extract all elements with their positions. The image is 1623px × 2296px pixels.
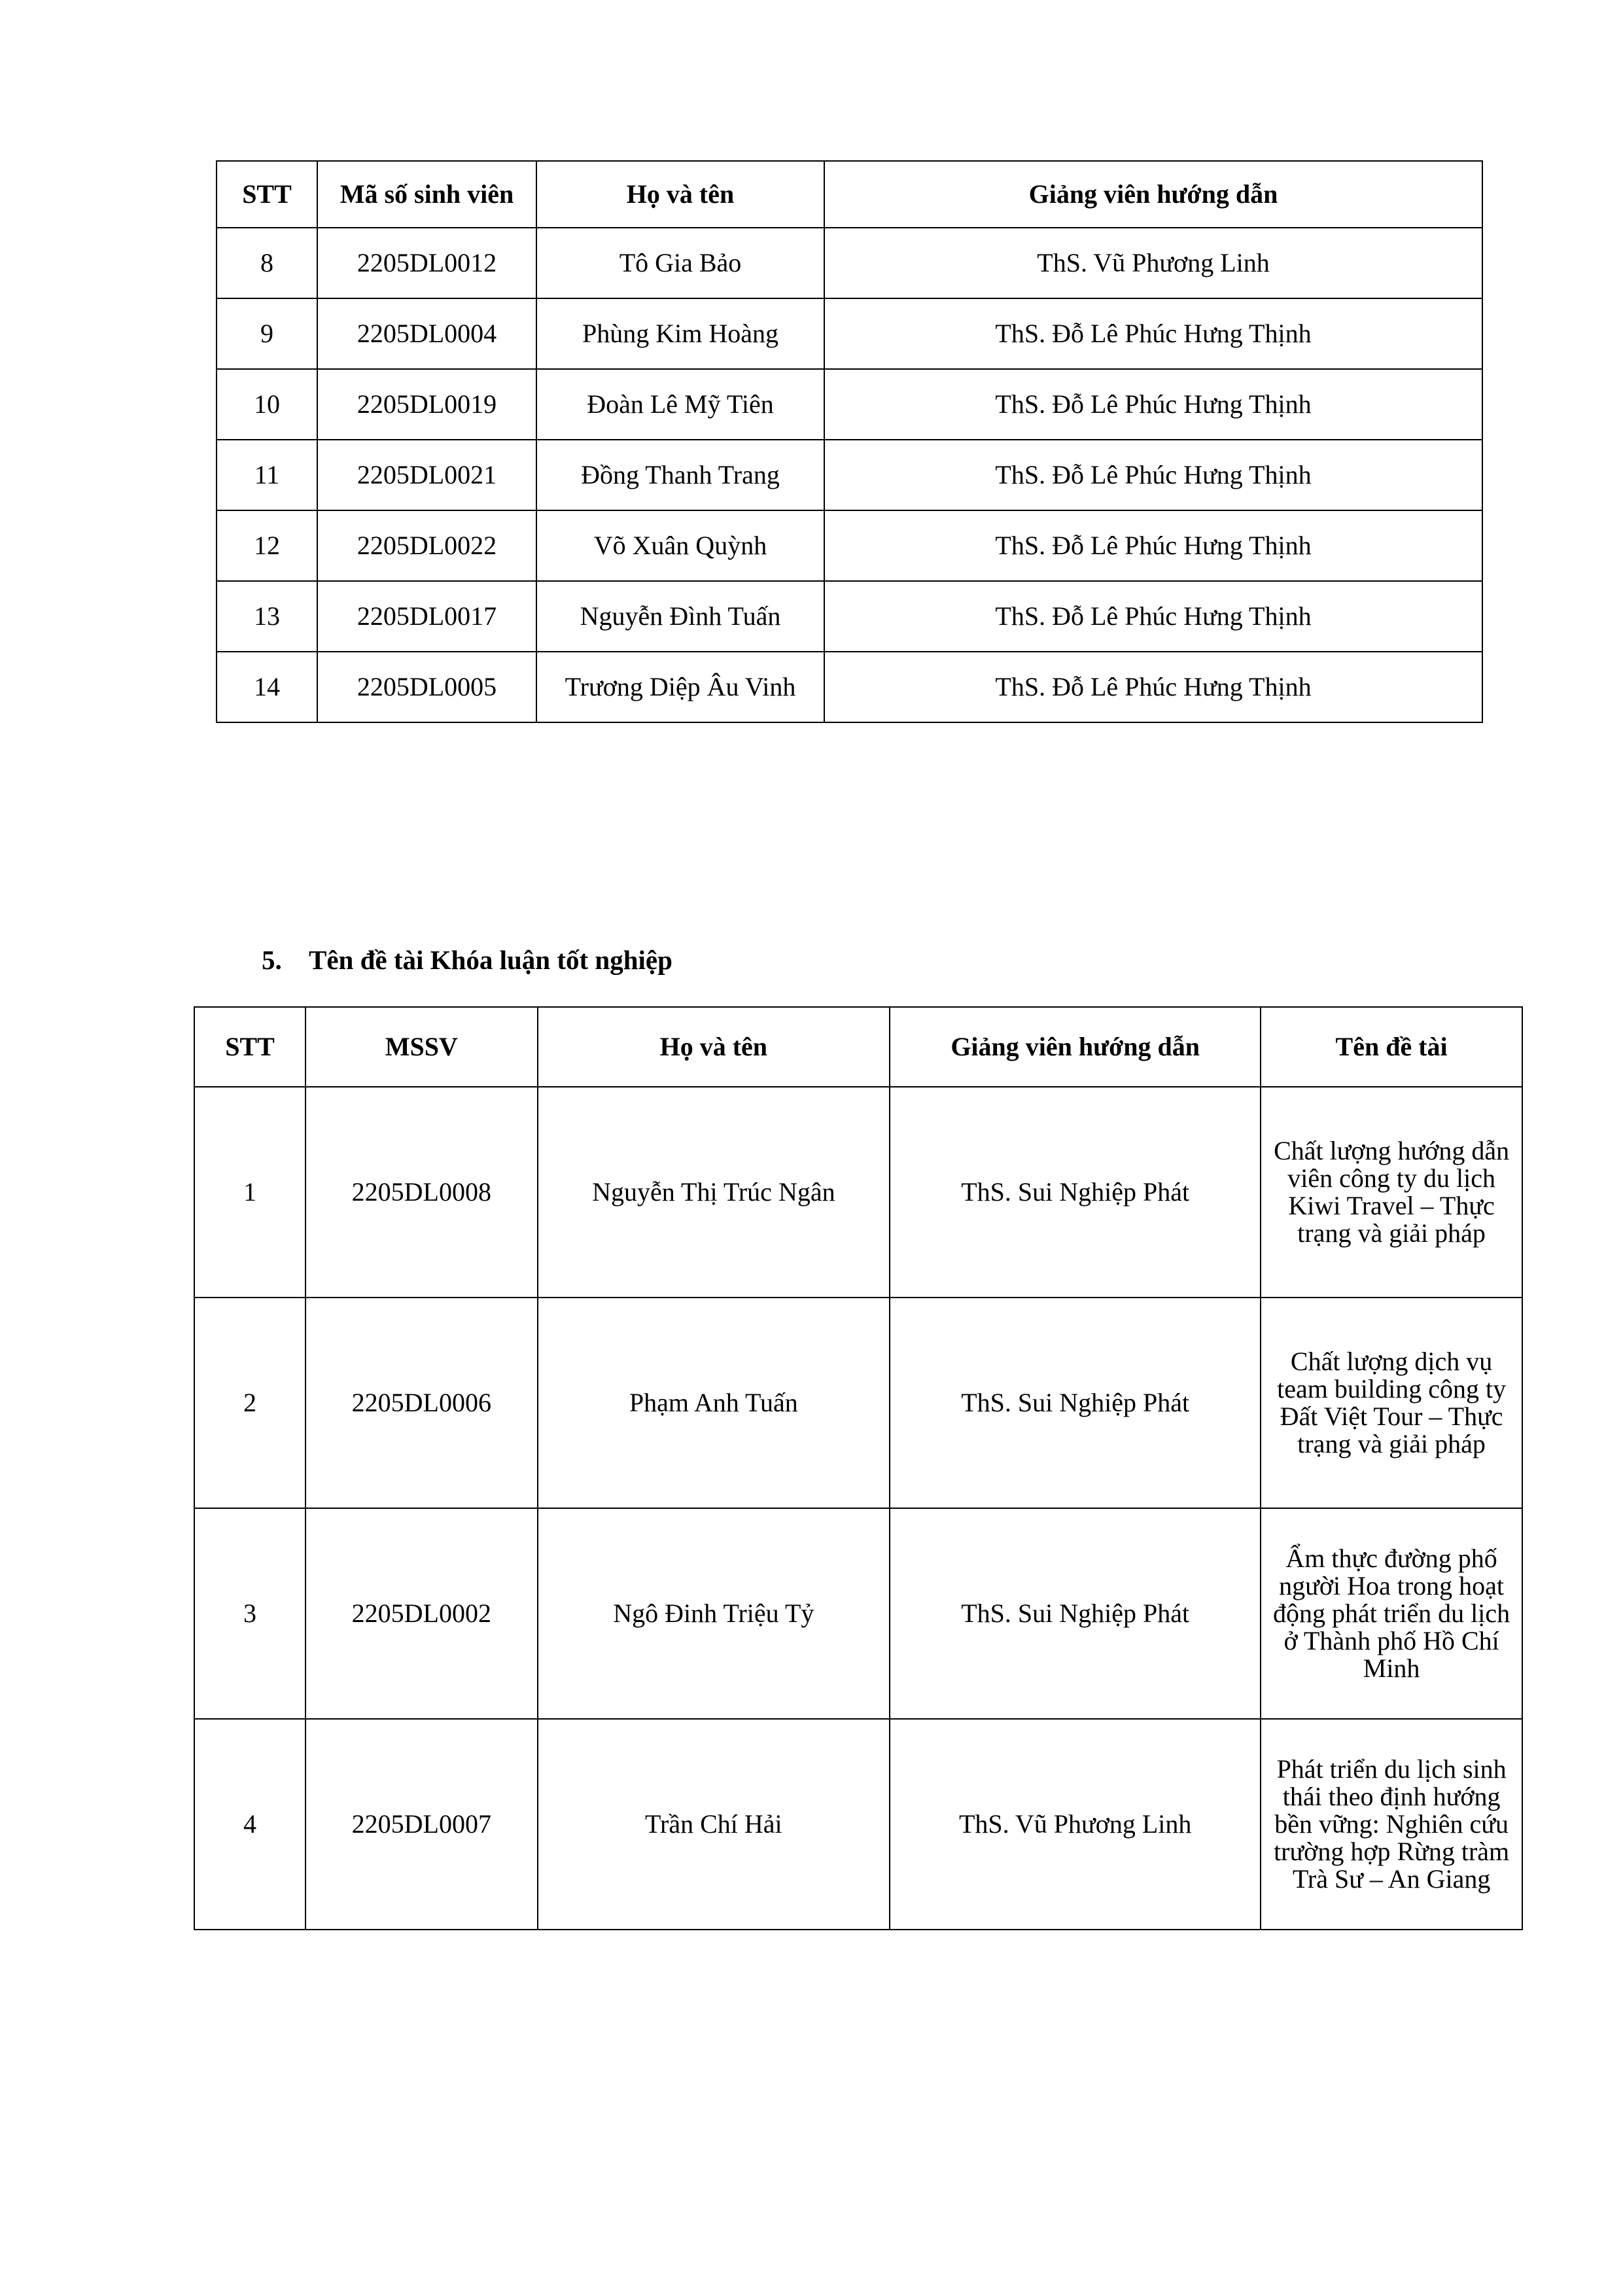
cell-fullname: Nguyễn Thị Trúc Ngân — [538, 1087, 890, 1298]
student-list-table — [216, 160, 1483, 723]
cell-advisor: ThS. Đỗ Lê Phúc Hưng Thịnh — [824, 440, 1482, 510]
cell-stt: 9 — [217, 298, 317, 369]
student-list-table-body — [217, 228, 1482, 722]
cell-advisor: ThS. Sui Nghiệp Phát — [890, 1087, 1261, 1298]
table-row — [217, 652, 1482, 722]
table-row — [217, 369, 1482, 440]
table-row — [217, 298, 1482, 369]
section-number: 5. — [262, 945, 282, 975]
cell-stt: 11 — [217, 440, 317, 510]
cell-fullname: Phạm Anh Tuấn — [538, 1298, 890, 1508]
cell-stt: 12 — [217, 510, 317, 581]
cell-advisor: ThS. Đỗ Lê Phúc Hưng Thịnh — [824, 369, 1482, 440]
cell-fullname: Trương Diệp Âu Vinh — [536, 652, 824, 722]
cell-advisor: ThS. Vũ Phương Linh — [824, 228, 1482, 298]
cell-stt: 2 — [194, 1298, 305, 1508]
cell-mssv: 2205DL0017 — [317, 581, 536, 652]
cell-stt: 8 — [217, 228, 317, 298]
cell-mssv: 2205DL0006 — [305, 1298, 537, 1508]
section-heading — [262, 945, 1308, 975]
cell-fullname: Phùng Kim Hoàng — [536, 298, 824, 369]
cell-mssv: 2205DL0007 — [305, 1719, 537, 1930]
column-header-stt: STT — [194, 1007, 305, 1087]
column-header-mssv: Mã số sinh viên — [317, 161, 536, 228]
cell-stt: 1 — [194, 1087, 305, 1298]
cell-stt: 13 — [217, 581, 317, 652]
cell-stt: 3 — [194, 1508, 305, 1719]
column-header-advisor: Giảng viên hướng dẫn — [890, 1007, 1261, 1087]
cell-stt: 14 — [217, 652, 317, 722]
column-header-fullname: Họ và tên — [538, 1007, 890, 1087]
cell-fullname: Võ Xuân Quỳnh — [536, 510, 824, 581]
table-row — [217, 581, 1482, 652]
student-list-table-header — [217, 161, 1482, 228]
cell-fullname: Tô Gia Bảo — [536, 228, 824, 298]
column-header-advisor: Giảng viên hướng dẫn — [824, 161, 1482, 228]
table-row — [217, 228, 1482, 298]
cell-mssv: 2205DL0002 — [305, 1508, 537, 1719]
cell-advisor: ThS. Đỗ Lê Phúc Hưng Thịnh — [824, 581, 1482, 652]
table-row — [194, 1719, 1522, 1930]
table-row — [194, 1508, 1522, 1719]
cell-advisor: ThS. Đỗ Lê Phúc Hưng Thịnh — [824, 510, 1482, 581]
cell-mssv: 2205DL0022 — [317, 510, 536, 581]
column-header-fullname: Họ và tên — [536, 161, 824, 228]
cell-fullname: Trần Chí Hải — [538, 1719, 890, 1930]
cell-advisor: ThS. Đỗ Lê Phúc Hưng Thịnh — [824, 298, 1482, 369]
table-row — [194, 1298, 1522, 1508]
cell-stt: 4 — [194, 1719, 305, 1930]
cell-advisor: ThS. Đỗ Lê Phúc Hưng Thịnh — [824, 652, 1482, 722]
column-header-topic: Tên đề tài — [1261, 1007, 1522, 1087]
cell-topic: Phát triển du lịch sinh thái theo định hướng bền vững: Nghiên cứu trường hợp Rừng tràm Trà Sư – An Giang — [1261, 1719, 1522, 1930]
cell-topic: Chất lượng dịch vụ team building công ty Đất Việt Tour – Thực trạng và giải pháp — [1261, 1298, 1522, 1508]
column-header-mssv: MSSV — [305, 1007, 537, 1087]
cell-fullname: Ngô Đinh Triệu Tỷ — [538, 1508, 890, 1719]
table-row — [194, 1087, 1522, 1298]
thesis-topic-table — [194, 1006, 1523, 1930]
thesis-topic-table-header — [194, 1007, 1522, 1087]
cell-advisor: ThS. Sui Nghiệp Phát — [890, 1508, 1261, 1719]
cell-mssv: 2205DL0005 — [317, 652, 536, 722]
cell-mssv: 2205DL0004 — [317, 298, 536, 369]
cell-advisor: ThS. Vũ Phương Linh — [890, 1719, 1261, 1930]
table-header-row — [217, 161, 1482, 228]
cell-fullname: Đồng Thanh Trang — [536, 440, 824, 510]
student-list-table-container — [216, 160, 1482, 723]
cell-topic: Chất lượng hướng dẫn viên công ty du lịch Kiwi Travel – Thực trạng và giải pháp — [1261, 1087, 1522, 1298]
cell-mssv: 2205DL0021 — [317, 440, 536, 510]
cell-topic: Ẩm thực đường phố người Hoa trong hoạt động phát triển du lịch ở Thành phố Hồ Chí Minh — [1261, 1508, 1522, 1719]
cell-stt: 10 — [217, 369, 317, 440]
cell-mssv: 2205DL0019 — [317, 369, 536, 440]
thesis-topic-table-container — [194, 1006, 1523, 1930]
column-header-stt: STT — [217, 161, 317, 228]
cell-fullname: Nguyễn Đình Tuấn — [536, 581, 824, 652]
cell-mssv: 2205DL0012 — [317, 228, 536, 298]
table-header-row — [194, 1007, 1522, 1087]
thesis-topic-table-body — [194, 1087, 1522, 1930]
section-title: Tên đề tài Khóa luận tốt nghiệp — [309, 945, 672, 975]
table-row — [217, 440, 1482, 510]
cell-advisor: ThS. Sui Nghiệp Phát — [890, 1298, 1261, 1508]
table-row — [217, 510, 1482, 581]
cell-mssv: 2205DL0008 — [305, 1087, 537, 1298]
cell-fullname: Đoàn Lê Mỹ Tiên — [536, 369, 824, 440]
